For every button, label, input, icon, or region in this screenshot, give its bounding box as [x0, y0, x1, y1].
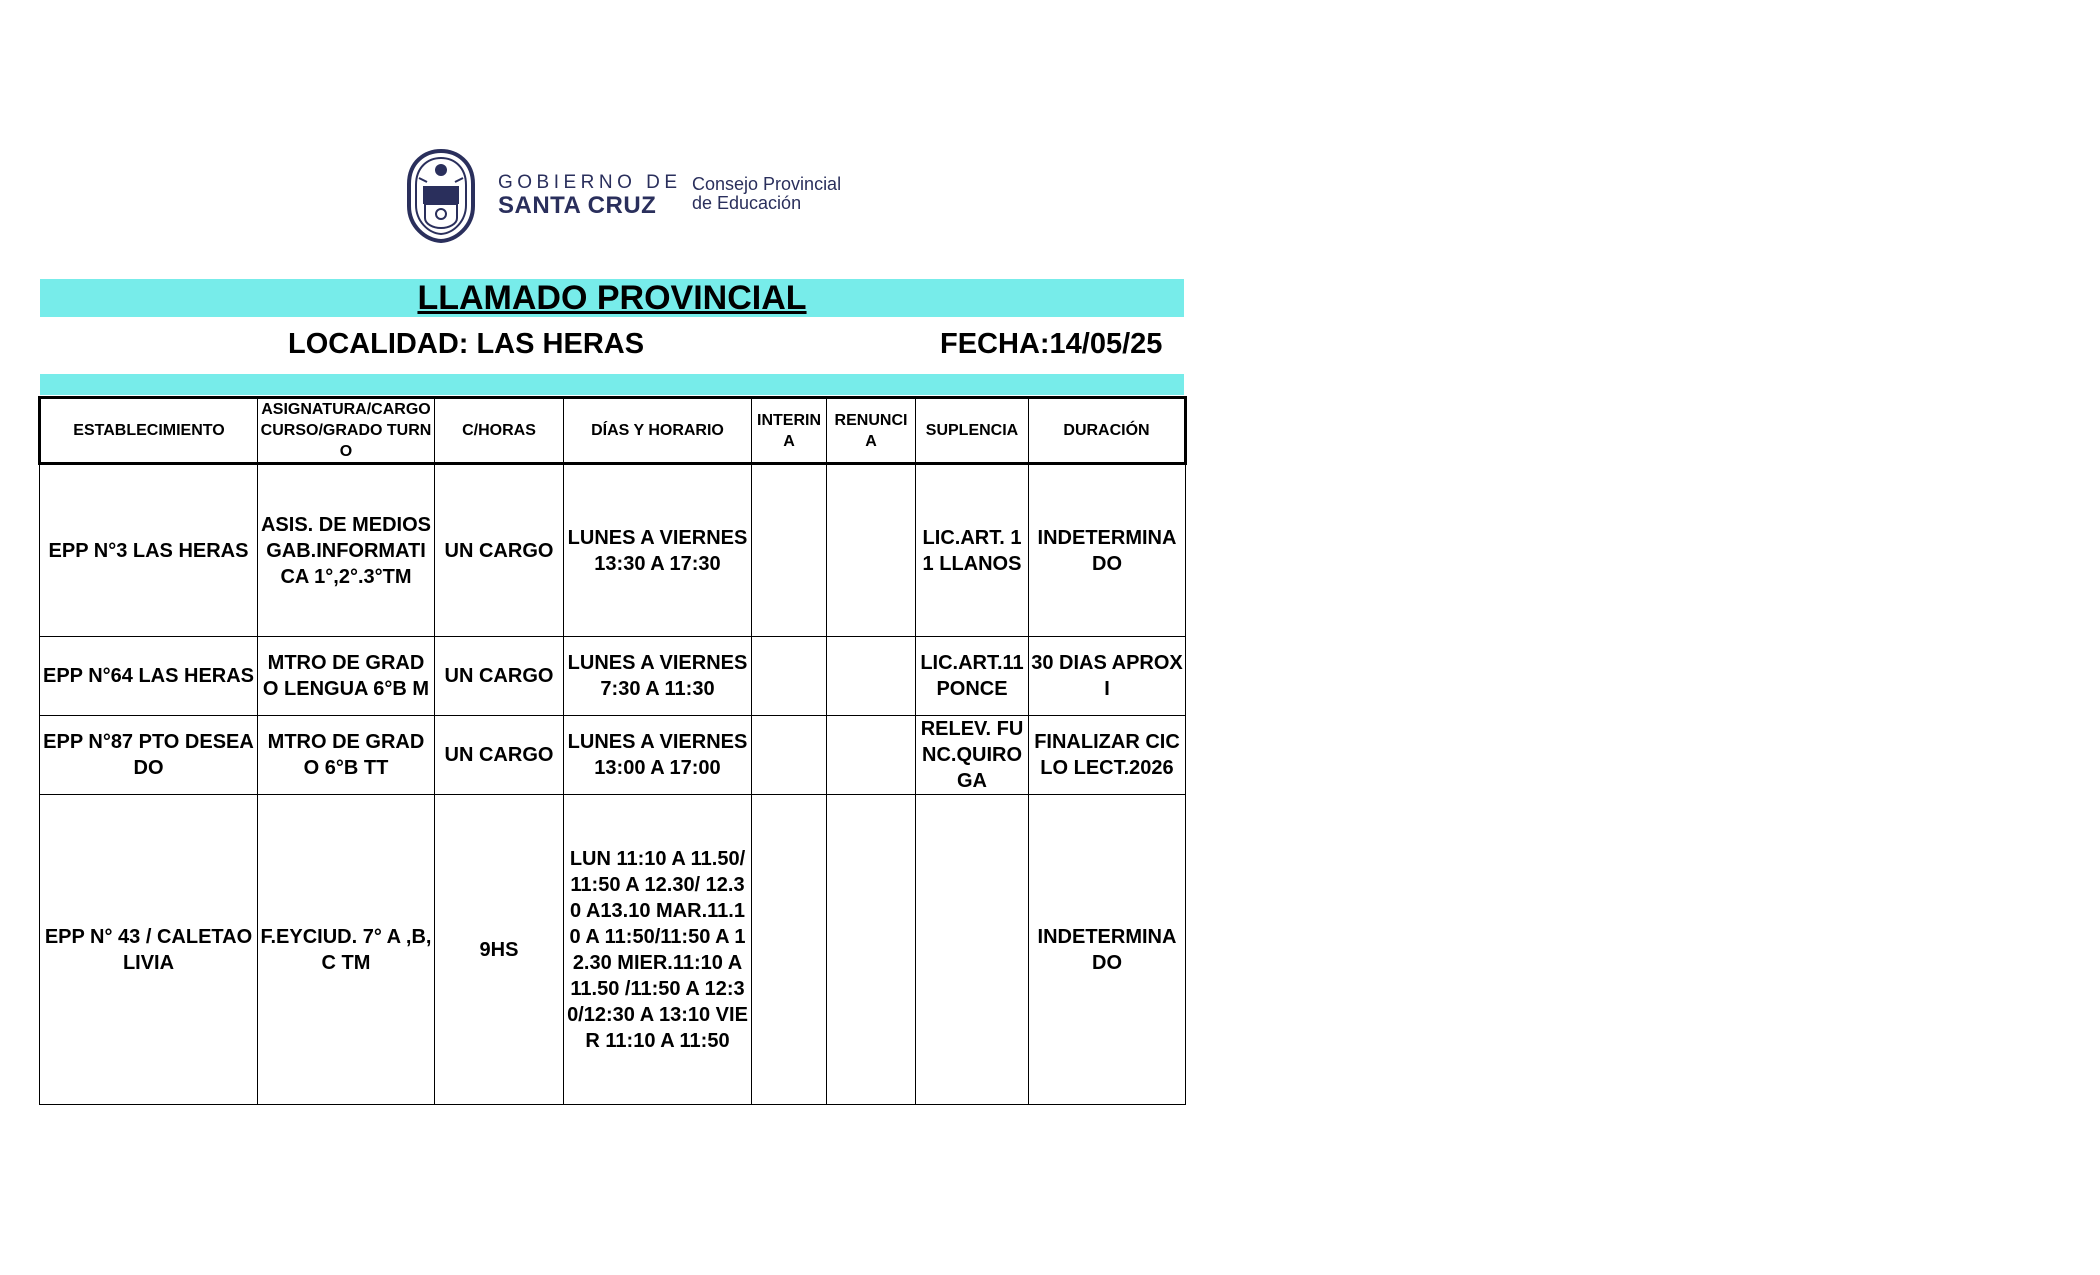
cell-establecimiento: EPP N°3 LAS HERAS — [40, 464, 258, 637]
cell-horas: 9HS — [435, 795, 564, 1105]
col-suplencia: SUPLENCIA — [916, 398, 1029, 464]
table-row — [40, 795, 1186, 1105]
cell-asignatura: MTRO DE GRADO 6°B TT — [258, 716, 435, 795]
cell-horas: UN CARGO — [435, 637, 564, 716]
call-table — [38, 396, 1187, 1105]
fecha-label: FECHA:14/05/25 — [940, 328, 1163, 360]
col-asignatura: ASIGNATURA/CARGO CURSO/GRADO TURNO — [258, 398, 435, 464]
localidad-label: LOCALIDAD: LAS HERAS — [288, 328, 645, 360]
cell-renuncia — [827, 464, 916, 637]
table-row — [40, 464, 1186, 637]
col-renuncia: RENUNCIA — [827, 398, 916, 464]
cell-renuncia — [827, 795, 916, 1105]
header-logo — [405, 148, 865, 244]
cell-horas: UN CARGO — [435, 716, 564, 795]
cell-suplencia: LIC.ART.11 PONCE — [916, 637, 1029, 716]
org-line2: de Educación — [692, 193, 802, 213]
cell-horas: UN CARGO — [435, 464, 564, 637]
cell-dias-horario: LUN 11:10 A 11.50/11:50 A 12.30/ 12.30 A13.10 MAR.11.10 A 11:50/11:50 A 12.30 MIER.11:10 A 11.50 /11:50 A 12:30/12:30 A 13:10 VIER 11:10 A 11:50 — [564, 795, 752, 1105]
cell-establecimiento: EPP N°64 LAS HERAS — [40, 637, 258, 716]
page-title: LLAMADO PROVINCIAL — [417, 279, 807, 317]
cell-asignatura: ASIS. DE MEDIOS GAB.INFORMATICA 1°,2°.3°TM — [258, 464, 435, 637]
logo-line2: SANTA CRUZ — [498, 192, 657, 219]
cell-dias-horario: LUNES A VIERNES 13:30 A 17:30 — [564, 464, 752, 637]
cell-renuncia — [827, 637, 916, 716]
col-duracion: DURACIÓN — [1029, 398, 1186, 464]
separator-band — [40, 374, 1184, 395]
cell-duracion: INDETERMINADO — [1029, 464, 1186, 637]
cell-interina — [752, 637, 827, 716]
logo-line1: GOBIERNO DE — [498, 172, 682, 193]
cell-duracion: 30 DIAS APROXI — [1029, 637, 1186, 716]
cell-establecimiento: EPP N°87 PTO DESEADO — [40, 716, 258, 795]
table-row — [40, 637, 1186, 716]
cell-renuncia — [827, 716, 916, 795]
cell-interina — [752, 795, 827, 1105]
cell-asignatura: F.EYCIUD. 7° A ,B,C TM — [258, 795, 435, 1105]
cell-suplencia: LIC.ART. 11 LLANOS — [916, 464, 1029, 637]
table-header-row — [40, 398, 1186, 464]
cell-dias-horario: LUNES A VIERNES 13:00 A 17:00 — [564, 716, 752, 795]
table-row — [40, 716, 1186, 795]
cell-interina — [752, 464, 827, 637]
cell-suplencia: RELEV. FUNC.QUIROGA — [916, 716, 1029, 795]
cell-asignatura: MTRO DE GRADO LENGUA 6°B M — [258, 637, 435, 716]
cell-establecimiento: EPP N° 43 / CALETAOLIVIA — [40, 795, 258, 1105]
cell-duracion: INDETERMINADO — [1029, 795, 1186, 1105]
cell-interina — [752, 716, 827, 795]
org-line1: Consejo Provincial — [692, 174, 842, 194]
cell-dias-horario: LUNES A VIERNES 7:30 A 11:30 — [564, 637, 752, 716]
col-interina: INTERINA — [752, 398, 827, 464]
cell-duracion: FINALIZAR CICLO LECT.2026 — [1029, 716, 1186, 795]
province-seal-icon — [405, 148, 477, 244]
col-establecimiento: ESTABLECIMIENTO — [40, 398, 258, 464]
cell-suplencia — [916, 795, 1029, 1105]
col-horas: C/HORAS — [435, 398, 564, 464]
col-dias-horario: DÍAS Y HORARIO — [564, 398, 752, 464]
